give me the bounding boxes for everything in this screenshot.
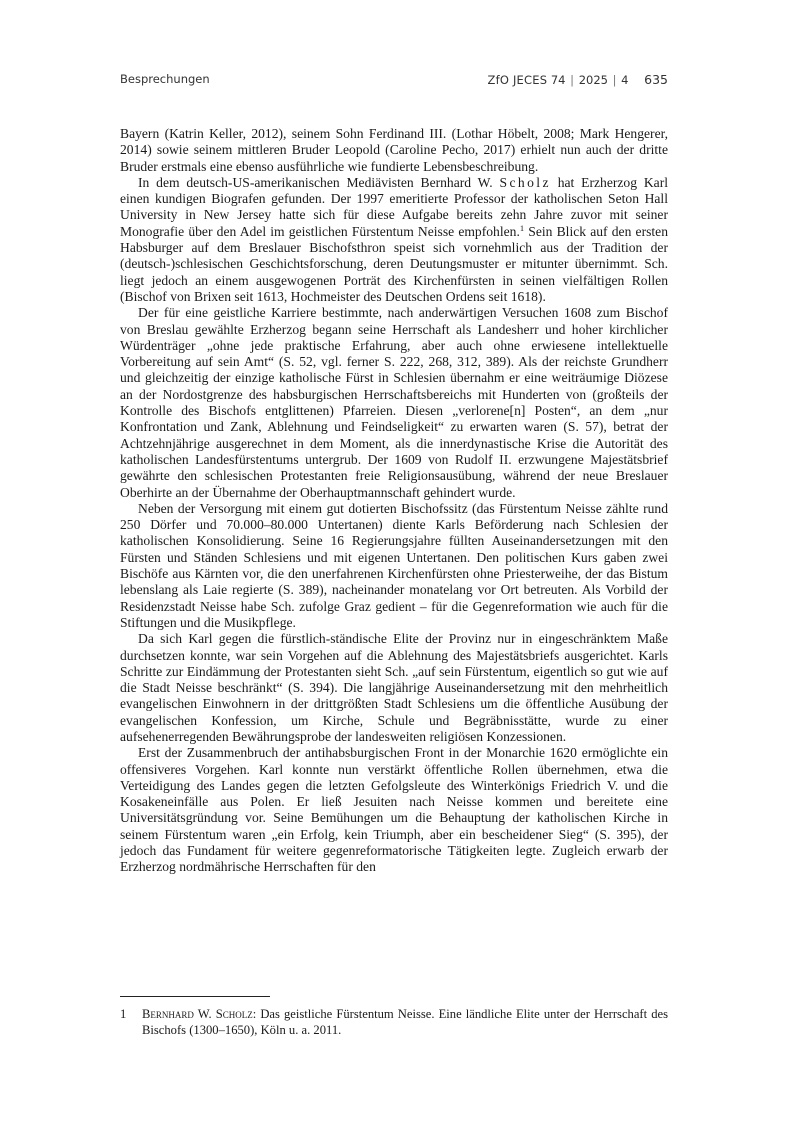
footnote-text xyxy=(142,1006,668,1038)
author-name: Bernhard W. Scholz xyxy=(142,1007,253,1021)
volume-number: 74 xyxy=(550,73,566,87)
section-title: Besprechungen xyxy=(120,72,210,86)
footnote-number: 1 xyxy=(120,1007,127,1021)
article-body xyxy=(120,126,668,876)
footnote xyxy=(120,1006,668,1038)
text-run: Erst der Zusammenbruch der antihabsburgischen Front in der Monarchie 1620 ermöglichte ein offensiveres Vorgehen. Karl konnte nun verstärkt öffentliche Rollen übernehmen, etwa die Verteidigung des Landes gegen die letzten Gefolgsleute des Winterkönigs Friedrich V. und die Kosakeneinfälle aus Polen. Er ließ Jesuiten nach Neisse kommen und bereitete eine Universitätsgründung vor. Seine Bemühungen um die Behauptung der katholischen Kirche in seinem Fürstentum waren „ein Erfolg, kein Triumph, aber ein bescheidener Sieg“ (S. 395), der jedoch das Fundament für weitere gegenreformatorische Tätigkeiten legte. Zugleich erwarb der Erzherzog nordmährische Herrschaften für den xyxy=(120,745,668,875)
paragraph xyxy=(120,305,668,501)
paragraph xyxy=(120,745,668,875)
text-run: In dem deutsch-US-amerikanischen Mediävisten Bernhard W. xyxy=(138,174,500,190)
journal-name: ZfO JECES xyxy=(487,73,548,87)
text-run: Sein Blick auf den ersten Habsburger auf dem Breslauer Bischofsthron speist sich vornehmlich aus der Tradition der (deutsch-)schlesischen Geschichtsforschung, deren Deutungsmuster er mitunter übernimmt. Sch. liegt jedoch an einem ausgewogenen Porträt des Kirchenfürsten in seinen vielfältigen Rollen (Bischof von Brixen seit 1613, Hochmeister des Deutschen Ordens seit 1618). xyxy=(120,223,668,304)
text-run: Bayern (Katrin Keller, 2012), seinem Sohn Ferdinand III. (Lothar Höbelt, 2008; Mark Hengerer, 2014) sowie seinem mittleren Bruder Leopold (Caroline Pecho, 2017) erhielt nun auch der dritte Bruder erstmals eine ebenso ausführliche wie fundierte Lebensbeschreibung. xyxy=(120,126,668,174)
separator: | xyxy=(608,73,621,87)
paragraph xyxy=(120,175,668,305)
text-run: Neben der Versorgung mit einem gut dotierten Bischofssitz (das Fürstentum Neisse zählte rund 250 Dörfer und 70.000–80.000 Untertanen) diente Karls Beförderung nach Schlesien der katholischen Konsolidierung. Seine 16 Regierungsjahre füllten Auseinandersetzungen mit den Fürsten und Ständen Schlesiens und mit eigenen Untertanen. Den politischen Kurs gaben zwei Bischöfe aus Kärnten vor, die den unerfahrenen Kirchenfürsten ohne Priesterweihe, der das Bistum lebenslang als Laie regierte (S. 389), nacheinander monatelang vor Ort betreuten. Als Vorbild der Residenzstadt Neisse habe Sch. zufolge Graz gedient – für die Gegenreformation wie auch für die Stiftungen und die Musikpflege. xyxy=(120,500,668,630)
page-number: 635 xyxy=(644,72,668,87)
paragraph xyxy=(120,501,668,631)
author-name: Scholz xyxy=(499,174,551,190)
separator: | xyxy=(566,73,578,87)
paragraph xyxy=(120,631,668,745)
issue-number: 4 xyxy=(621,73,629,87)
text-run: : Das geistliche Fürstentum Neisse. Eine ländliche Elite unter der Herrschaft des Bischofs (1300–1650), Köln u. a. 2011. xyxy=(142,1007,668,1037)
text-run: Da sich Karl gegen die fürstlich-ständische Elite der Provinz nur in eingeschränktem Maße durchsetzen konnte, war sein Vorgehen auf die Ablehnung des Majestätsbriefs ausgerichtet. Karls Schritte zur Eindämmung der Protestanten sieht Sch. „auf sein Fürstentum, eigentlich so gut wie auf die Stadt Neisse beschränkt“ (S. 394). Die langjährige Auseinandersetzung mit den mehrheitlich evangelischen Einwohnern in der drittgrößten Stadt Schlesiens um die öffentliche Ausübung der evangelischen Konfession, um Kirche, Schule und Begräbnisstätte, wurde zu einer aufsehenerregenden Bewährungsprobe der landesweiten religiösen Konzessionen. xyxy=(120,631,668,744)
year: 2025 xyxy=(578,73,608,87)
paragraph xyxy=(120,126,668,175)
running-header xyxy=(120,72,668,92)
footnote-reference: 1 xyxy=(519,222,525,233)
text-run: Der für eine geistliche Karriere bestimmte, nach anderwärtigen Versuchen 1608 zum Bischof von Breslau gewählte Erzherzog begann seine Herrschaft als Landesherr und hoher kirchlicher Würdenträger „ohne jede praktische Erfahrung, aber auch ohne erwiesene intellektuelle Vorbereitung auf sein Amt“ (S. 52, vgl. ferner S. 222, 268, 312, 389). Als der reichste Grundherr und gleichzeitig der einzige katholische Fürst in Schlesien übernahm er eine weiträumige Diözese an der Nordostgrenze des habsburgischen Herrschaftsbereichs mit Hunderten von (großteils der Kontrolle des Bischofs entglittenen) Pfarreien. Diesen „verlorene[n] Posten“, an dem „nur Konfrontation und Zank, Ablehnung und Feindseligkeit“ zu erwarten waren (S. 57), betrat der Achtzehnjährige ausgerechnet in dem Moment, als die innerdynastische Krise die Autorität des katholischen Landesfürstentums untergrub. Der 1609 von Rudolf II. erzwungene Majestätsbrief gewährte den schlesischen Protestanten freie Religionsausübung, während der neue Breslauer Oberhirte an der Übernahme der Oberhauptmannschaft gehindert wurde. xyxy=(120,305,668,500)
text-run: hat Erzherzog Karl einen kundigen Biografen gefunden. Der 1997 emeritierte Professor der katholischen Seton Hall University in New Jersey hatte sich für diese Aufgabe bereits zehn Jahre zuvor mit seiner Monografie über den Adel im geistlichen Fürstentum Neisse empfohlen. xyxy=(120,174,668,239)
footnote-divider xyxy=(120,996,270,997)
journal-info xyxy=(488,72,668,87)
